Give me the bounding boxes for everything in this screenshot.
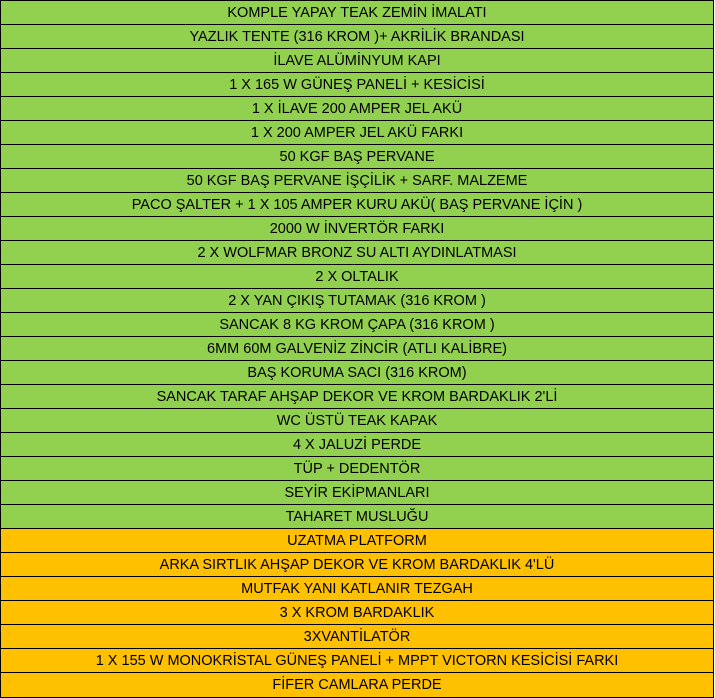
table-row-cell[interactable]: UZATMA PLATFORM: [1, 529, 714, 553]
table-row-cell[interactable]: SEYİR EKİPMANLARI: [1, 481, 714, 505]
table-row-cell[interactable]: MUTFAK YANI KATLANIR TEZGAH: [1, 577, 714, 601]
table-row-cell[interactable]: ARKA SIRTLIK AHŞAP DEKOR VE KROM BARDAKLIK 4'LÜ: [1, 553, 714, 577]
table-row-cell[interactable]: 1 X İLAVE 200 AMPER JEL AKÜ: [1, 97, 714, 121]
table-row-cell[interactable]: 1 X 165 W GÜNEŞ PANELİ + KESİCİSİ: [1, 73, 714, 97]
table-row-cell[interactable]: 3XVANTİLATÖR: [1, 625, 714, 649]
table-row-cell[interactable]: 6MM 60M GALVENİZ ZİNCİR (ATLI KALİBRE): [1, 337, 714, 361]
table-row-cell[interactable]: PACO ŞALTER + 1 X 105 AMPER KURU AKÜ( BAŞ PERVANE İÇİN ): [1, 193, 714, 217]
table-row-cell[interactable]: FİFER CAMLARA PERDE: [1, 673, 714, 698]
table-row-cell[interactable]: TAHARET MUSLUĞU: [1, 505, 714, 529]
table-row-cell[interactable]: 2 X WOLFMAR BRONZ SU ALTI AYDINLATMASI: [1, 241, 714, 265]
table-row-cell[interactable]: 50 KGF BAŞ PERVANE: [1, 145, 714, 169]
table-row-cell[interactable]: KOMPLE YAPAY TEAK ZEMİN İMALATI: [1, 1, 714, 25]
table-row-cell[interactable]: SANCAK TARAF AHŞAP DEKOR VE KROM BARDAKLIK 2'Lİ: [1, 385, 714, 409]
table-row-cell[interactable]: 3 X KROM BARDAKLIK: [1, 601, 714, 625]
table-row-cell[interactable]: YAZLIK TENTE (316 KROM )+ AKRİLİK BRANDASI: [1, 25, 714, 49]
table-row-cell[interactable]: 1 X 155 W MONOKRİSTAL GÜNEŞ PANELİ + MPPT VICTORN KESİCİSİ FARKI: [1, 649, 714, 673]
table-row-cell[interactable]: BAŞ KORUMA SACI (316 KROM): [1, 361, 714, 385]
table-row-cell[interactable]: 4 X JALUZİ PERDE: [1, 433, 714, 457]
table-row-cell[interactable]: TÜP + DEDENTÖR: [1, 457, 714, 481]
table-row-cell[interactable]: SANCAK 8 KG KROM ÇAPA (316 KROM ): [1, 313, 714, 337]
table-row-cell[interactable]: 50 KGF BAŞ PERVANE İŞÇİLİK + SARF. MALZEME: [1, 169, 714, 193]
table-row-cell[interactable]: 2000 W İNVERTÖR FARKI: [1, 217, 714, 241]
table-row-cell[interactable]: İLAVE ALÜMİNYUM KAPI: [1, 49, 714, 73]
table-row-cell[interactable]: WC ÜSTÜ TEAK KAPAK: [1, 409, 714, 433]
table-row-cell[interactable]: 1 X 200 AMPER JEL AKÜ FARKI: [1, 121, 714, 145]
table-row-cell[interactable]: 2 X OLTALIK: [1, 265, 714, 289]
table-row-cell[interactable]: 2 X YAN ÇIKIŞ TUTAMAK (316 KROM ): [1, 289, 714, 313]
